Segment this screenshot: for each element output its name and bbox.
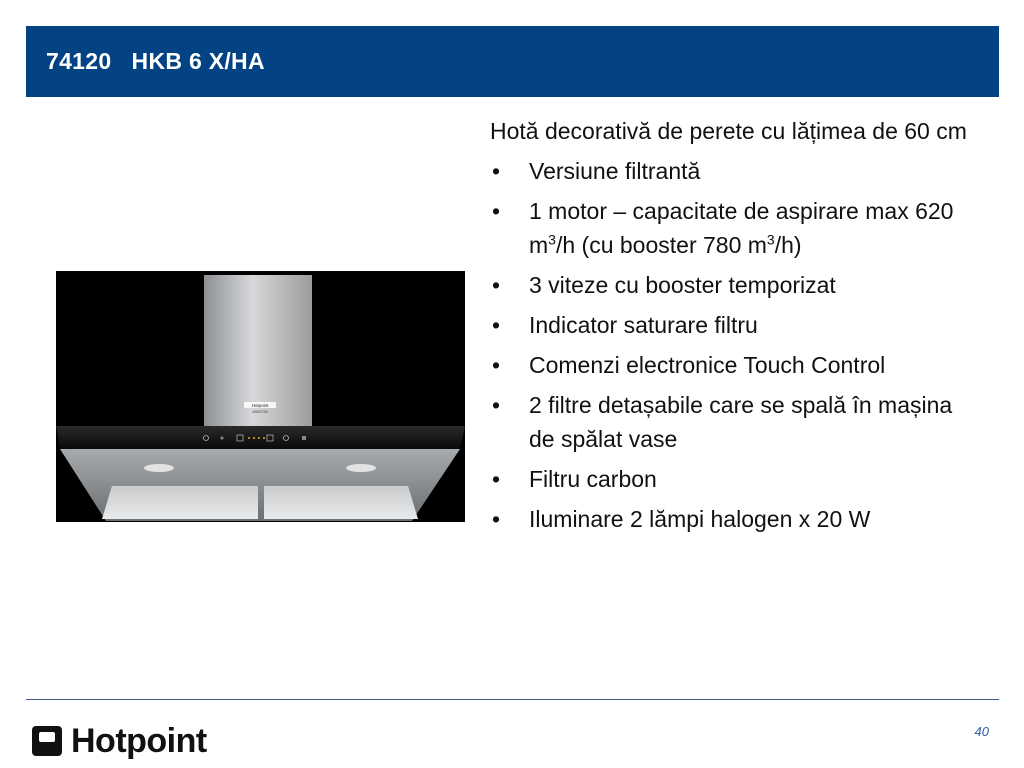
feature-item: • 3 viteze cu booster temporizat [490, 268, 970, 302]
feature-item: • Versiune filtrantă [490, 154, 970, 188]
product-image [56, 271, 465, 522]
bullet: • [492, 506, 501, 532]
title-bar [26, 26, 999, 97]
feature-item: • Filtru carbon [490, 462, 970, 496]
bullet: • [492, 312, 501, 338]
product-description [490, 114, 970, 542]
bullet: • [492, 198, 501, 224]
slide-title: 74120 HKB 6 X/HA [46, 48, 265, 74]
hotpoint-logo-icon [32, 726, 62, 756]
page-number: 40 [974, 724, 989, 739]
product-intro: Hotă decorativă de perete cu lățimea de 60 cm [490, 118, 967, 144]
bullet: • [492, 352, 501, 378]
brand-name: Hotpoint [71, 721, 207, 760]
feature-item: • Indicator saturare filtru [490, 308, 970, 342]
bullet: • [492, 392, 501, 418]
feature-item: • 1 motor – capacitate de aspirare max 620 $m^3/h$ (cu booster 780 $m^3/h$) [490, 194, 970, 262]
bullet: • [492, 272, 501, 298]
feature-item: • Comenzi electronice Touch Control [490, 348, 970, 382]
footer-divider [26, 699, 999, 700]
bullet: • [492, 466, 501, 492]
image-brand-label: Hotpoint [251, 403, 269, 408]
hotpoint-logo [32, 722, 207, 760]
feature-item: • 2 filtre detașabile care se spală în mașina de spălat vase [490, 388, 970, 456]
image-sub-label: ARISTON [252, 410, 268, 414]
bullet: • [492, 158, 501, 184]
feature-list [490, 154, 970, 536]
feature-item: • Iluminare 2 lămpi halogen x 20 W [490, 502, 970, 536]
